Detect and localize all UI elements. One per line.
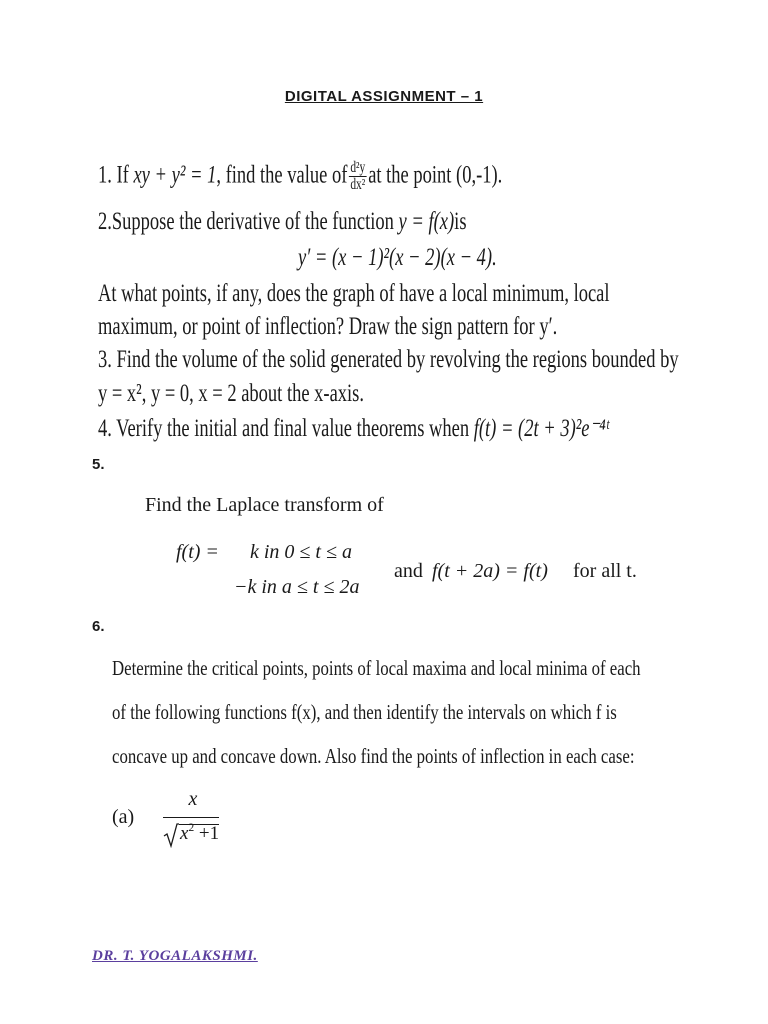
question-6-line-2: of the following functions f(x), and then identify the intervals on which f is [112,700,617,724]
derivative-fraction: $\frac{\text{d²y}}{\text{dx²}}$ [350,159,366,194]
author-signature: DR. T. YOGALAKSHMI. [92,948,258,964]
part-a-label: (a) [112,806,135,828]
question-5-number: 5. [92,456,105,473]
part-a-numerator: x [188,788,198,810]
piecewise-case-2: −k in a ≤ t ≤ 2a [234,576,360,598]
question-4: 4. Verify the initial and final value theorems when f(t) = (2t + 3)²e⁻⁴ᵗ [98,415,609,442]
question-6-line-1: Determine the critical points, points of local maxima and local minima of each [112,656,641,680]
fraction-bar [163,817,219,818]
question-1: 1. If xy + y² = 1, find the value of $\frac{\text{d²y}}{\text{dx²}}$ at the point (0,-1). [98,159,503,194]
piecewise-lhs: f(t) = [176,541,219,563]
question-6-line-3: concave up and concave down. Also find the points of inflection in each case: [112,744,635,768]
part-a-denominator: $x^2 +1$ [180,822,220,844]
question-3-line-1: 3. Find the volume of the solid generated by revolving the regions bounded by [98,346,679,373]
page-title: DIGITAL ASSIGNMENT – 1 [284,88,484,105]
for-all-label: for all t. [573,560,637,582]
question-6-number: 6. [92,618,105,635]
periodic-condition: f(t + 2a) = f(t) [432,560,548,582]
question-2-derivative: y′ = (x − 1)²(x − 2)(x − 4). [298,244,497,271]
question-5-heading: Find the Laplace transform of [145,494,384,516]
question-2-line-3: At what points, if any, does the graph of have a local minimum, local [98,280,610,307]
piecewise-case-1: k in 0 ≤ t ≤ a [250,541,352,563]
question-3-line-2: y = x², y = 0, x = 2 about the x-axis. [98,380,365,407]
radical-sign-icon [163,822,179,848]
question-2-line-4: maximum, or point of inflection? Draw the sign pattern for y′. [98,313,558,340]
question-2-line-1: 2.Suppose the derivative of the function y = f(x)is [98,208,467,235]
and-label: and [394,560,423,582]
